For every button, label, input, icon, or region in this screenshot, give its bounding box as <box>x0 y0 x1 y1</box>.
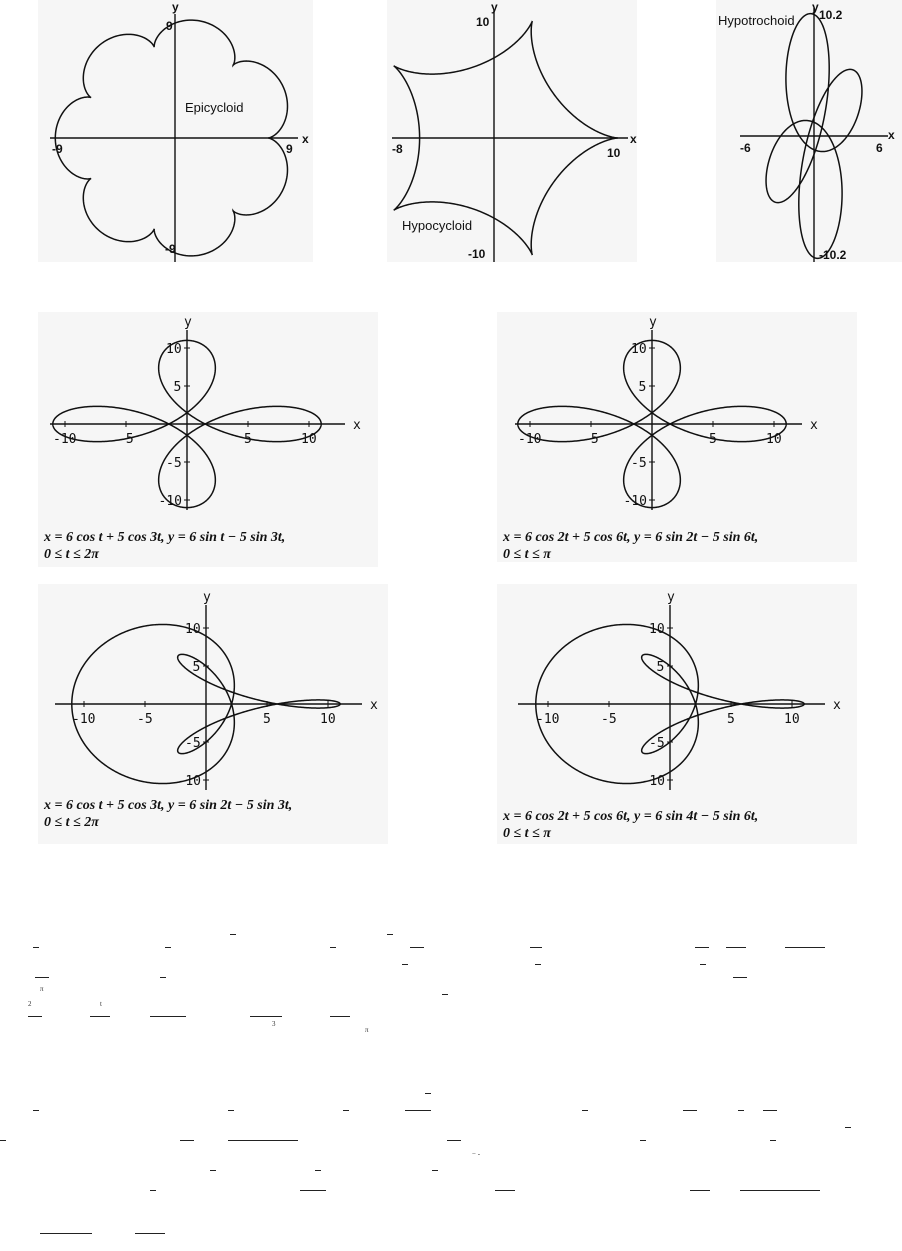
x-tick-label: -10 <box>518 432 542 447</box>
x-tick-label: -5 <box>583 432 599 447</box>
y-axis-label: y <box>203 590 211 605</box>
x-axis-label: x <box>888 128 895 142</box>
x-tick-label: 10 <box>766 432 782 447</box>
curve-name: Hypotrochoid <box>718 13 795 28</box>
plot-2 <box>515 315 818 510</box>
y-max-label: 10.2 <box>819 8 843 22</box>
x-tick-label: 5 <box>709 432 717 447</box>
fragment: 3 <box>272 1020 276 1028</box>
fragment: π <box>365 1026 369 1034</box>
y-min-label: -9 <box>165 242 176 256</box>
y-tick-label: 10 <box>166 342 182 357</box>
plot-2-caption-line1: x = 6 cos 2t + 5 cos 6t, y = 6 sin 2t − 5 sin 6t, <box>503 530 759 545</box>
x-axis-label: x <box>353 418 361 433</box>
plot-3-caption-line1: x = 6 cos t + 5 cos 3t, y = 6 sin 2t − 5 sin 3t, <box>44 798 293 813</box>
y-tick-label: -5 <box>631 456 647 471</box>
fragment: 2 <box>28 1000 32 1008</box>
y-tick-label: 5 <box>638 380 647 395</box>
x-tick-label: -10 <box>536 712 560 727</box>
y-tick-label: -5 <box>185 736 201 751</box>
x-axis-label: x <box>370 698 378 713</box>
y-tick-label: 5 <box>173 380 182 395</box>
x-tick-label: 5 <box>244 432 252 447</box>
x-tick-label: -5 <box>601 712 617 727</box>
y-tick-label: 10 <box>631 342 647 357</box>
y-max-label: 9 <box>166 19 173 33</box>
plot-1 <box>50 315 361 510</box>
x-tick-label: -5 <box>118 432 134 447</box>
fragment: t <box>100 1000 102 1008</box>
y-tick-label: -5 <box>649 736 665 751</box>
plot-3 <box>55 590 378 790</box>
y-axis-label: y <box>491 0 498 14</box>
plot-1-caption-line1: x = 6 cos t + 5 cos 3t, y = 6 sin t − 5 sin 3t, <box>44 530 286 545</box>
x-axis-label: x <box>630 132 637 146</box>
curve-name: Epicycloid <box>185 100 244 115</box>
y-tick-label: -10 <box>623 494 647 509</box>
y-tick-label: 10 <box>649 622 665 637</box>
y-tick-label: -10 <box>177 774 201 789</box>
y-max-label: 10 <box>476 15 490 29</box>
y-min-label: -10.2 <box>819 248 847 262</box>
x-tick-label: -10 <box>53 432 77 447</box>
y-min-label: -10 <box>468 247 486 261</box>
x-axis-label: x <box>833 698 841 713</box>
curve-name: Hypocycloid <box>402 218 473 233</box>
x-max-label: 10 <box>607 146 621 160</box>
x-axis-label: x <box>302 132 309 146</box>
plot-4 <box>518 590 841 790</box>
plot-4-caption-line1: x = 6 cos 2t + 5 cos 6t, y = 6 sin 4t − 5 sin 6t, <box>503 809 759 824</box>
y-axis-label: y <box>667 590 675 605</box>
x-tick-label: 5 <box>727 712 735 727</box>
x-max-label: 9 <box>286 142 293 156</box>
y-axis-label: y <box>649 315 657 330</box>
plot-1-caption-line2: 0 ≤ t ≤ 2π <box>44 547 99 562</box>
x-tick-label: 5 <box>263 712 271 727</box>
x-tick-label: 10 <box>784 712 800 727</box>
plot-4-caption-line2: 0 ≤ t ≤ π <box>503 826 551 841</box>
x-tick-label: -10 <box>72 712 96 727</box>
y-tick-label: 5 <box>656 660 665 675</box>
y-tick-label: -10 <box>641 774 665 789</box>
y-tick-label: 10 <box>185 622 201 637</box>
x-axis-label: x <box>810 418 818 433</box>
fragment: − - <box>472 1150 481 1158</box>
x-min-label: -9 <box>52 142 63 156</box>
x-min-label: -8 <box>392 142 403 156</box>
x-tick-label: -5 <box>137 712 153 727</box>
y-axis-label: y <box>812 0 819 14</box>
y-axis-label: y <box>172 0 179 14</box>
x-min-label: -6 <box>740 141 751 155</box>
fragment: π <box>40 985 44 993</box>
y-tick-label: 5 <box>192 660 201 675</box>
x-tick-label: 10 <box>301 432 317 447</box>
x-tick-label: 10 <box>320 712 336 727</box>
plot-2-caption-line2: 0 ≤ t ≤ π <box>503 547 551 562</box>
y-tick-label: -5 <box>166 456 182 471</box>
y-tick-label: -10 <box>158 494 182 509</box>
x-max-label: 6 <box>876 141 883 155</box>
plot-3-caption-line2: 0 ≤ t ≤ 2π <box>44 815 99 830</box>
y-axis-label: y <box>184 315 192 330</box>
